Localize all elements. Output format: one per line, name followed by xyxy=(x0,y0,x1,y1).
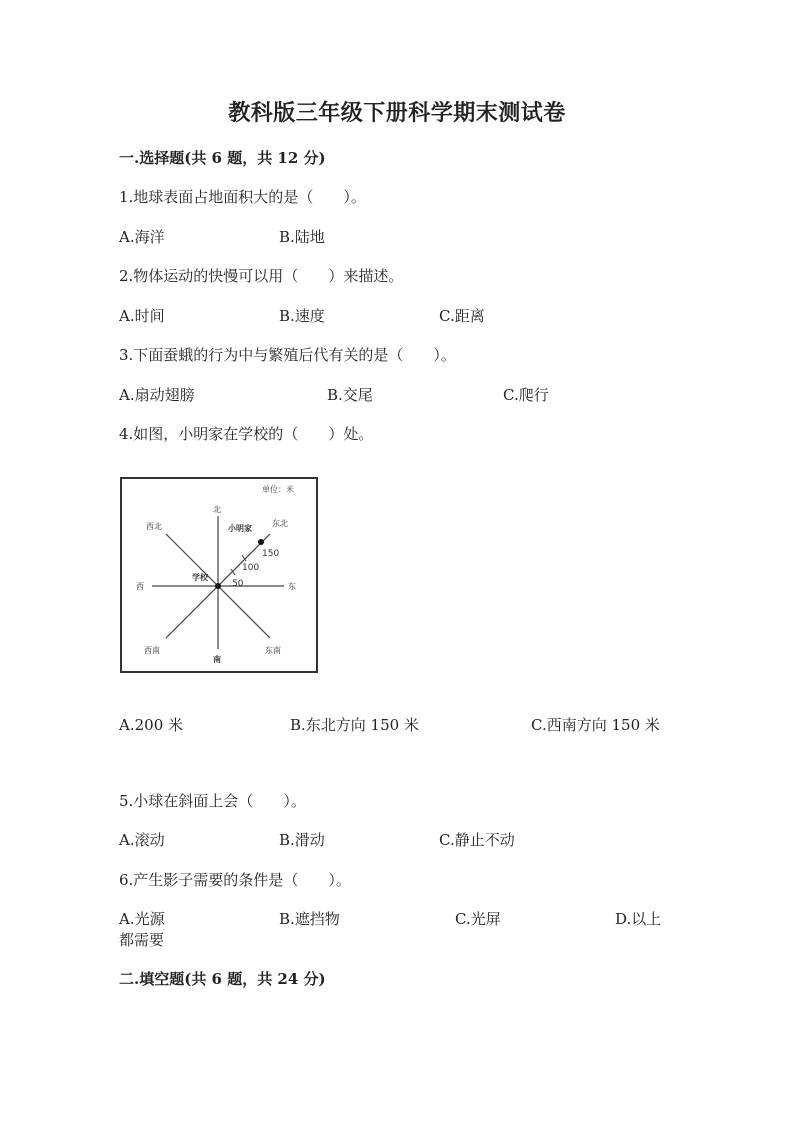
question-1-stem: 1.地球表面占地面积大的是（ ）。 xyxy=(119,188,366,206)
west-label: 西 xyxy=(136,582,144,591)
northeast-label: 东北 xyxy=(272,519,288,528)
direction-map-figure xyxy=(120,477,318,673)
mark-100: 100 xyxy=(242,563,260,573)
question-3-stem: 3.下面蚕蛾的行为中与繁殖后代有关的是（ ）。 xyxy=(119,346,456,364)
mark-50: 50 xyxy=(232,579,244,589)
question-5-option-a[interactable]: A.滚动 xyxy=(119,831,165,849)
southwest-label: 西南 xyxy=(144,646,160,655)
question-2-stem: 2.物体运动的快慢可以用（ ）来描述。 xyxy=(119,267,404,285)
southeast-label: 东南 xyxy=(265,646,281,655)
section-heading-fill: 二.填空题(共 6 题，共 24 分) xyxy=(119,970,326,988)
question-5-option-c[interactable]: C.静止不动 xyxy=(439,831,515,849)
question-3-option-a[interactable]: A.扇动翅膀 xyxy=(119,386,195,404)
question-1-option-b[interactable]: B.陆地 xyxy=(279,228,325,246)
question-6-option-b[interactable]: B.遮挡物 xyxy=(279,910,340,928)
question-4-stem: 4.如图，小明家在学校的（ ）处。 xyxy=(119,425,374,443)
question-6-option-a[interactable]: A.光源 xyxy=(119,910,165,928)
unit-label: 单位：米 xyxy=(262,485,294,494)
mark-150: 150 xyxy=(262,549,280,559)
page-title: 教科版三年级下册科学期末测试卷 xyxy=(228,100,566,126)
south-label: 南 xyxy=(213,655,221,664)
home-point xyxy=(258,539,264,545)
question-3-option-c[interactable]: C.爬行 xyxy=(503,386,549,404)
question-6-option-d[interactable]: D.以上 xyxy=(615,910,662,928)
question-5-option-b[interactable]: B.滑动 xyxy=(279,831,325,849)
question-3-option-b[interactable]: B.交尾 xyxy=(327,386,373,404)
question-2-option-b[interactable]: B.速度 xyxy=(279,307,325,325)
question-6-option-c[interactable]: C.光屏 xyxy=(455,910,501,928)
northwest-label: 西北 xyxy=(146,522,162,531)
question-6-stem: 6.产生影子需要的条件是（ ）。 xyxy=(119,871,351,889)
question-4-option-b[interactable]: B.东北方向 150 米 xyxy=(290,716,419,734)
question-2-option-c[interactable]: C.距离 xyxy=(439,307,485,325)
home-label: 小明家 xyxy=(228,524,252,533)
section-heading-choice: 一.选择题(共 6 题，共 12 分) xyxy=(119,149,326,167)
east-label: 东 xyxy=(288,582,296,591)
school-point xyxy=(215,583,221,589)
question-4-option-a[interactable]: A.200 米 xyxy=(119,716,183,734)
school-label: 学校 xyxy=(192,573,208,582)
question-2-option-a[interactable]: A.时间 xyxy=(119,307,165,325)
direction-map-svg xyxy=(122,479,316,671)
question-5-stem: 5.小球在斜面上会（ ）。 xyxy=(119,792,306,810)
question-6-option-d-continued: 都需要 xyxy=(119,931,165,949)
question-1-option-a[interactable]: A.海洋 xyxy=(119,228,165,246)
north-label: 北 xyxy=(213,505,221,514)
question-4-option-c[interactable]: C.西南方向 150 米 xyxy=(531,716,660,734)
